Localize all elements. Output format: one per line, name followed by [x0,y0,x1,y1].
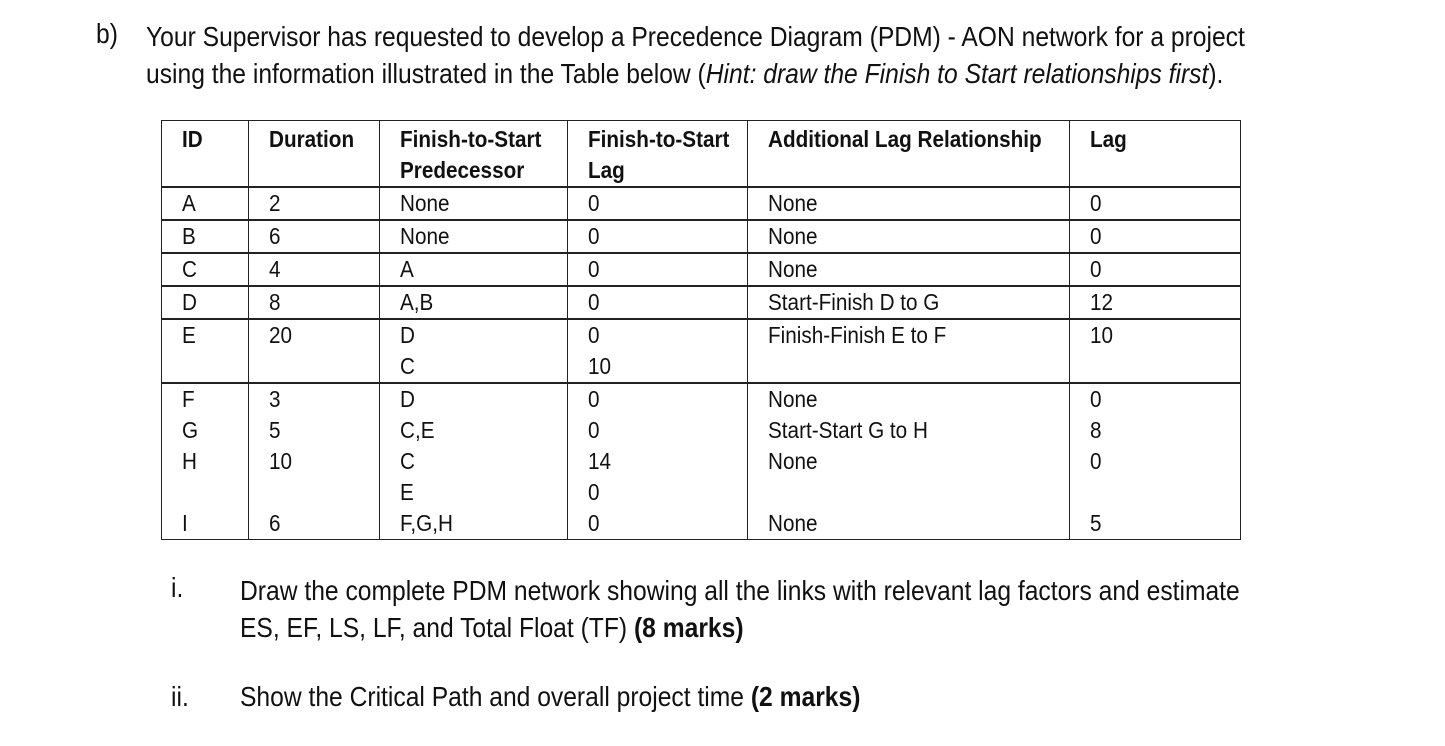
fs-lag-cell [568,319,748,383]
lag-cell-value: 0 [1090,386,1102,412]
duration-cell-value: 4 [269,256,281,282]
lag-cell [1070,220,1241,253]
additional-lag-cell-value: Finish-Finish E to F [768,322,947,348]
question-text [146,18,1360,92]
fs-lag-cell-value: 0 [588,256,600,282]
predecessor-cell [380,319,568,383]
question-line-2 [146,55,1360,92]
duration-cell [249,253,380,286]
table-row [162,415,1241,446]
lag-cell [1070,253,1241,286]
additional-lag-cell [748,319,1070,383]
lag-cell [1070,286,1241,319]
fs-lag-cell [568,508,748,540]
fs-lag-cell-value: 10 [588,353,612,379]
predecessor-cell-value: A,B [400,289,434,315]
fs-lag-cell-value: 0 [588,223,600,249]
table-row [162,187,1241,220]
additional-lag-cell [748,253,1070,286]
id-cell-value: A [182,190,196,216]
fs-lag-cell [568,446,748,508]
duration-cell-value: 20 [269,322,293,348]
duration-cell [249,415,380,446]
table-header-row [162,121,1241,188]
item-1-line-2: ES, EF, LS, LF, and Total Float (TF) (8 marks) [240,612,744,643]
duration-cell-value: 10 [269,448,293,474]
id-cell [162,319,249,383]
id-cell-value: H [182,448,197,474]
fs-lag-cell-value: 0 [588,289,600,315]
predecessor-cell-value: C [400,448,415,474]
header-fs-predecessor: Finish-to-Start Predecessor [380,121,568,188]
question-line-2-suffix: ). [1208,58,1224,89]
item-1-marks: (8 marks) [633,612,744,643]
fs-lag-cell [568,187,748,220]
additional-lag-cell [748,508,1070,540]
predecessor-cell-value: None [400,190,450,216]
lag-cell-value: 8 [1090,417,1102,443]
lag-cell-value: 12 [1090,289,1114,315]
fs-lag-cell-value: 0 [588,417,600,443]
additional-lag-cell [748,187,1070,220]
duration-cell [249,446,380,508]
predecessor-cell-value: D [400,322,415,348]
activity-table [161,120,1241,540]
id-cell [162,415,249,446]
id-cell-value: I [182,510,188,536]
predecessor-cell [380,446,568,508]
id-cell [162,508,249,540]
additional-lag-cell-value: None [768,510,818,536]
id-cell-value: E [182,322,196,348]
additional-lag-cell-value: None [768,448,818,474]
predecessor-cell [380,415,568,446]
id-cell-value: D [182,289,197,315]
fs-lag-cell-value: 0 [588,386,600,412]
predecessor-cell [380,508,568,540]
fs-lag-cell-value: 0 [588,510,600,536]
predecessor-cell-value: F,G,H [400,510,453,536]
id-cell [162,446,249,508]
fs-lag-cell [568,253,748,286]
duration-cell-value: 2 [269,190,281,216]
additional-lag-cell-value: None [768,190,818,216]
table-row [162,286,1241,319]
header-id: ID [162,121,249,188]
lag-cell [1070,383,1241,415]
predecessor-cell [380,286,568,319]
predecessor-cell [380,187,568,220]
id-cell [162,220,249,253]
predecessor-cell [380,220,568,253]
table-row [162,508,1241,540]
additional-lag-cell [748,286,1070,319]
fs-lag-cell [568,383,748,415]
lag-cell-value: 0 [1090,223,1102,249]
predecessor-cell-value: C [400,353,415,379]
additional-lag-cell [748,383,1070,415]
lag-cell-value: 0 [1090,256,1102,282]
item-1-text [240,572,1240,646]
additional-lag-cell [748,220,1070,253]
duration-cell-value: 5 [269,417,281,443]
additional-lag-cell [748,446,1070,508]
header-additional-lag: Additional Lag Relationship [748,121,1070,188]
duration-cell-value: 6 [269,510,281,536]
fs-lag-cell [568,286,748,319]
lag-cell [1070,415,1241,446]
additional-lag-cell [748,415,1070,446]
id-cell-value: C [182,256,197,282]
additional-lag-cell-value: None [768,256,818,282]
fs-lag-cell-value: 14 [588,448,612,474]
fs-lag-cell-value: 0 [588,479,600,505]
id-cell-value: F [182,386,195,412]
duration-cell [249,508,380,540]
question-hint: Hint: draw the Finish to Start relationships first [705,58,1209,89]
table-row [162,319,1241,383]
predecessor-cell-value: A [400,256,414,282]
item-1-line-1: Draw the complete PDM network showing all the links with relevant lag factors and estimate [240,575,1240,606]
predecessor-cell [380,253,568,286]
header-fs-lag: Finish-to-Start Lag [568,121,748,188]
header-lag: Lag [1070,121,1241,188]
duration-cell [249,383,380,415]
lag-cell-value: 0 [1090,190,1102,216]
table-row [162,446,1241,508]
duration-cell [249,187,380,220]
lag-cell-value: 5 [1090,510,1102,536]
duration-cell-value: 8 [269,289,281,315]
predecessor-cell-value: C,E [400,417,435,443]
table-row [162,253,1241,286]
fs-lag-cell [568,415,748,446]
duration-cell [249,319,380,383]
additional-lag-cell-value: None [768,386,818,412]
additional-lag-cell-value: None [768,223,818,249]
id-cell [162,286,249,319]
id-cell-value: B [182,223,196,249]
lag-cell-value: 0 [1090,448,1102,474]
duration-cell [249,286,380,319]
question-line-1: Your Supervisor has requested to develop a Precedence Diagram (PDM) - AON network for a project [146,21,1245,52]
fs-lag-cell-value: 0 [588,190,600,216]
table-row [162,220,1241,253]
lag-cell [1070,446,1241,508]
id-cell [162,383,249,415]
header-duration: Duration [249,121,380,188]
lag-cell [1070,187,1241,220]
predecessor-cell-value: E [400,479,414,505]
predecessor-cell-value: None [400,223,450,249]
duration-cell-value: 3 [269,386,281,412]
table-row [162,383,1241,415]
question-letter: b) [96,18,118,49]
item-2-marks: (2 marks) [750,681,861,712]
lag-cell [1070,319,1241,383]
additional-lag-cell-value: Start-Start G to H [768,417,928,443]
predecessor-cell-value: D [400,386,415,412]
item-2-text: Show the Critical Path and overall project time (2 marks) [240,681,861,712]
predecessor-cell [380,383,568,415]
question-line-2-prefix: using the information illustrated in the Table below ( [146,58,706,89]
fs-lag-cell-value: 0 [588,322,600,348]
id-cell [162,253,249,286]
item-2-number: ii. [171,681,189,712]
fs-lag-cell [568,220,748,253]
duration-cell [249,220,380,253]
lag-cell-value: 10 [1090,322,1114,348]
duration-cell-value: 6 [269,223,281,249]
lag-cell [1070,508,1241,540]
item-1-number: i. [171,572,184,603]
additional-lag-cell-value: Start-Finish D to G [768,289,940,315]
id-cell [162,187,249,220]
id-cell-value: G [182,417,199,443]
